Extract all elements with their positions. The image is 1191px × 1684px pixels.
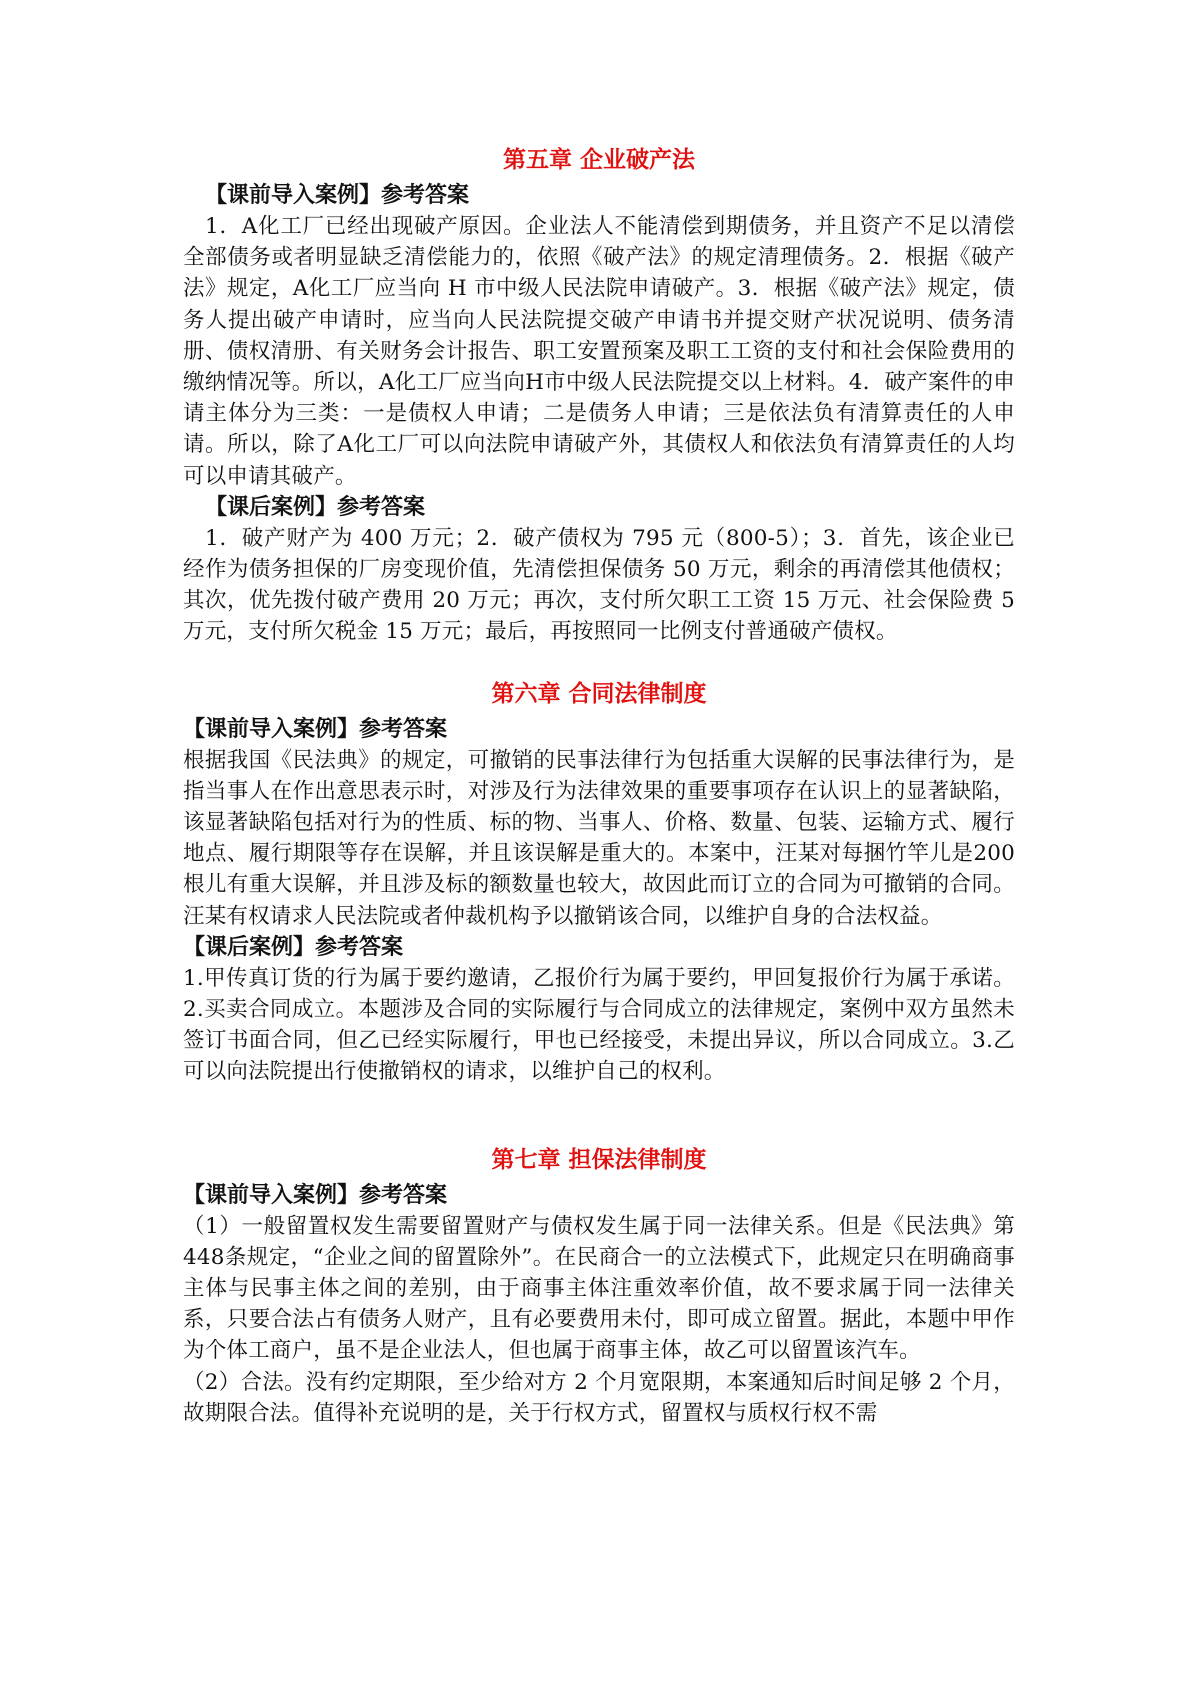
chapter-6-section xyxy=(183,674,1015,1088)
post-class-case-answer: 1.甲传真订货的行为属于要约邀请，乙报价行为属于要约，甲回复报价行为属于承诺。2.买卖合同成立。本题涉及合同的实际履行与合同成立的法律规定，案例中双方虽然未签订书面合同，但乙已经实际履行，甲也已经接受，未提出异议，所以合同成立。3.乙可以向法院提出行使撤销权的请求，以维护自己的权利。 xyxy=(183,965,1015,1085)
pre-class-case-heading: 【课前导入案例】参考答案 xyxy=(205,183,470,208)
pre-class-case-heading: 【课前导入案例】参考答案 xyxy=(183,1182,448,1208)
pre-class-case-answer: 1．A化工厂已经出现破产原因。企业法人不能清偿到期债务，并且资产不足以清偿全部债务或者明显缺乏清偿能力的，依照《破产法》的规定清理债务。2．根据《破产法》规定，A化工厂应当向 H 市中级人民法院申请破产。3．根据《破产法》规定，债务人提出破产申请时，应当向人民法院提交破产申请书并提交财产状况说明、债务清册、债权清册、有关财务会计报告、职工安置预案及职工工资的支付和社会保险费用的缴纳情况等。所以，A化工厂应当向H市中级人民法院提交以上材料。4．破产案件的申请主体分为三类：一是债权人申请；二是债务人申请；三是依法负有清算责任的人申请。所以，除了A化工厂可以向法院申请破产外，其债权人和依法负有清算责任的人均可以申请其破产。 xyxy=(183,214,1015,489)
chapter-5-section xyxy=(183,140,1015,648)
chapter-title: 第六章 合同法律制度 xyxy=(491,680,707,707)
pre-class-case-heading: 【课前导入案例】参考答案 xyxy=(183,716,448,742)
post-class-case-answer: 1．破产财产为 400 万元；2．破产债权为 795 元（800-5）；3．首先，该企业已经作为债务担保的厂房变现价值，先清偿担保债务 50 万元，剩余的再清偿其他债权；其次，优先拨付破产费用 20 万元；再次，支付所欠职工工资 15 万元、社会保险费 5 万元，支付所欠税金 15 万元；最后，再按照同一比例支付普通破产债权。 xyxy=(183,525,1015,645)
pre-class-case-answer-part-2: （2）合法。没有约定期限，至少给对方 2 个月宽限期，本案通知后时间足够 2 个月，故期限合法。值得补充说明的是，关于行权方式，留置权与质权行权不需 xyxy=(183,1369,1015,1426)
chapter-title: 第七章 担保法律制度 xyxy=(491,1146,707,1173)
pre-class-case-answer: 根据我国《民法典》的规定，可撤销的民事法律行为包括重大误解的民事法律行为，是指当事人在作出意思表示时，对涉及行为法律效果的重要事项存在认识上的显著缺陷，该显著缺陷包括对行为的性质、标的物、当事人、价格、数量、包装、运输方式、履行地点、履行期限等存在误解，并且该误解是重大的。本案中，汪某对每捆竹竿儿是200根儿有重大误解，并且涉及标的额数量也较大，故因此而订立的合同为可撤销的合同。汪某有权请求人民法院或者仲裁机构予以撤销该合同，以维护自身的合法权益。 xyxy=(183,747,1015,929)
section-spacer xyxy=(183,1088,1015,1140)
post-class-case-heading: 【课后案例】参考答案 xyxy=(183,934,404,960)
chapter-title: 第五章 企业破产法 xyxy=(502,147,695,173)
post-class-case-heading: 【课后案例】参考答案 xyxy=(205,494,426,520)
document-page xyxy=(183,140,1015,1429)
section-spacer xyxy=(183,648,1015,674)
pre-class-case-answer-part-1: （1）一般留置权发生需要留置财产与债权发生属于同一法律关系。但是《民法典》第448条规定，“企业之间的留置除外”。在民商合一的立法模式下，此规定只在明确商事主体与民事主体之间的差别，由于商事主体注重效率价值，故不要求属于同一法律关系，只要合法占有债务人财产，且有必要费用未付，即可成立留置。据此，本题中甲作为个体工商户，虽不是企业法人，但也属于商事主体，故乙可以留置该汽车。 xyxy=(183,1213,1015,1364)
chapter-7-section xyxy=(183,1140,1015,1429)
